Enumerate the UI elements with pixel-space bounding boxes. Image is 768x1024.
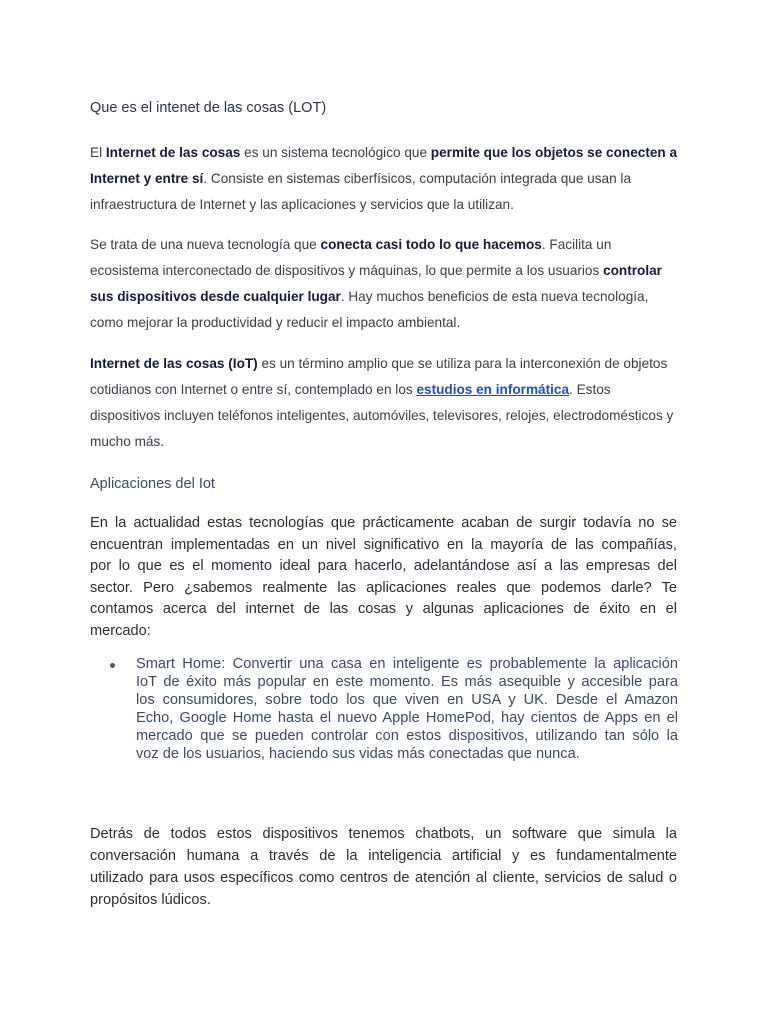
- informatics-studies-link[interactable]: estudios en informática: [416, 382, 570, 397]
- text-line: En la actualidad estas tecnologías que prácticamente acaban de surgir todavía no se: [90, 515, 677, 531]
- text-line: mercado:: [90, 622, 151, 639]
- text-line: los consumidores, sobre todo los que viven en USA y UK. Desde el Amazon: [136, 692, 678, 708]
- text-line: utilizado para usos específicos como centros de atención al cliente, servicios de salud o: [90, 870, 677, 886]
- text-run: . Consiste en sistemas ciberfísicos, computación integrada que usan la infraestructura de Internet y las aplicaciones y servicios que la utilizan.: [90, 171, 632, 212]
- text-line: Echo, Google Home hasta el nuevo Apple HomePod, hay cientos de Apps en el: [136, 710, 678, 726]
- text-run: . Hay muchos beneficios de esta nueva tecnología, como mejorar la productividad y reducir el impacto ambiental.: [90, 289, 649, 330]
- paragraph-applications: [90, 513, 677, 643]
- text-line: contamos acerca del internet de las cosas y algunas aplicaciones de éxito en el: [90, 601, 677, 618]
- text-line: conversación humana a través de la inteligencia artificial y es fundamentalmente: [90, 848, 677, 864]
- text-line: por lo que es el momento ideal para hacerlo, adelantándose así a las empresas del: [90, 558, 677, 575]
- text-line: Detrás de todos estos dispositivos tenemos chatbots, un software que simula la: [90, 826, 677, 842]
- text-line: mercado que se pueden controlar con estos dispositivos, utilizando tan sólo la: [136, 728, 678, 744]
- bold-run: permite que los objetos se conecten a Internet y entre sí: [90, 145, 678, 186]
- text-line: encuentran implementadas en un nivel significativo en la mayoría de las compañías,: [90, 536, 677, 553]
- paragraph-intro: [90, 140, 678, 218]
- text-line: Smart Home: Convertir una casa en inteligente es probablemente la aplicación: [136, 656, 678, 672]
- list-item: [110, 655, 678, 763]
- bold-run: conecta casi todo lo que hacemos: [320, 237, 542, 252]
- bold-run: controlar sus dispositivos desde cualquier lugar: [90, 263, 662, 304]
- bold-run: Internet de las cosas (IoT): [90, 356, 258, 371]
- text-run: . Estos dispositivos incluyen teléfonos inteligentes, automóviles, televisores, relojes, electrodomésticos y mucho más.: [90, 382, 674, 449]
- text-run: Se trata de una nueva tecnología que: [90, 237, 321, 252]
- paragraph-technology: [90, 232, 678, 336]
- text-run: es un término amplio que se utiliza para la interconexión de objetos cotidianos con Internet o entre sí, contemplado en los: [90, 356, 668, 397]
- text-line: sector. Pero ¿sabemos realmente las aplicaciones reales que podemos darle? Te: [90, 579, 677, 596]
- paragraph-chatbots: [90, 823, 677, 911]
- text-line: voz de los usuarios, haciendo sus vidas más conectadas que nunca.: [136, 746, 580, 762]
- paragraph-iot-definition: [90, 351, 678, 455]
- text-run: es un sistema tecnológico que: [240, 145, 431, 160]
- document-title: Que es el intenet de las cosas (LOT): [90, 100, 327, 116]
- section-subtitle: Aplicaciones del Iot: [90, 476, 215, 492]
- bullet-icon: [110, 663, 115, 668]
- text-line: propósitos lúdicos.: [90, 892, 211, 908]
- text-run: . Facilita un ecosistema interconectado de dispositivos y máquinas, lo que permite a los usuarios: [90, 237, 612, 278]
- list-item-text: [136, 655, 678, 763]
- bold-run: Internet de las cosas: [105, 145, 241, 160]
- text-run: El: [90, 145, 106, 160]
- text-line: IoT de éxito más popular en este momento. Es más asequible y accesible para: [136, 674, 678, 690]
